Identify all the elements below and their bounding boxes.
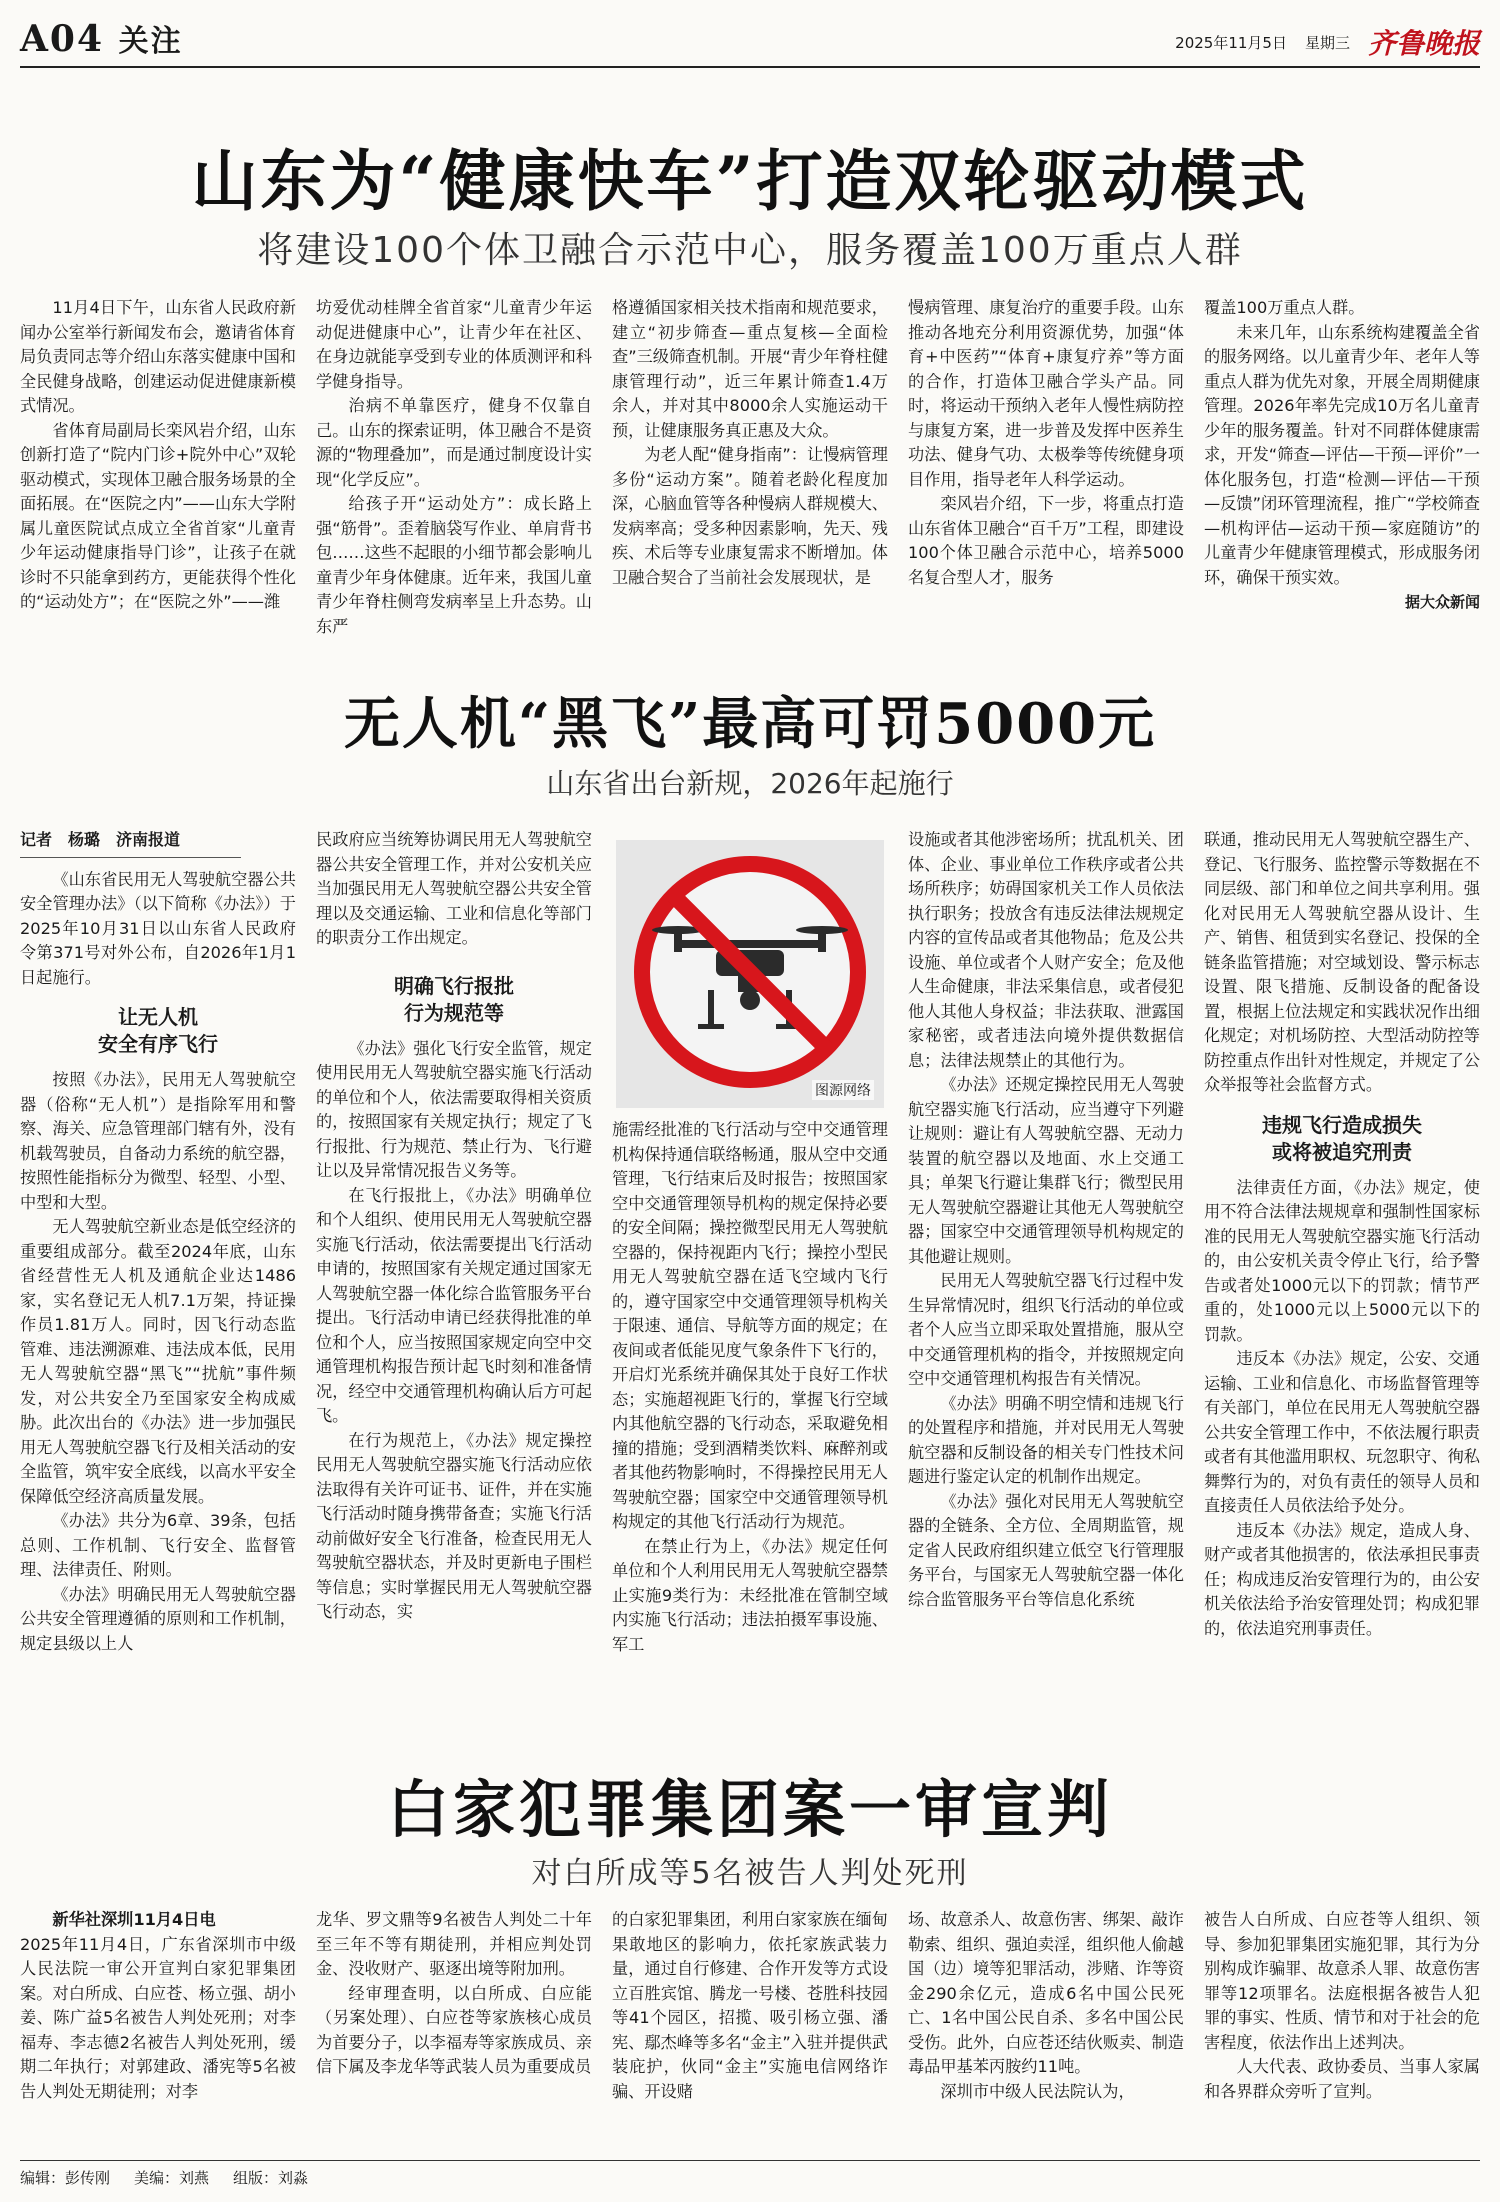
paragraph: 法律责任方面，《办法》规定，使用不符合法律法规规章和强制性国家标准的民用无人驾驶航空器实施飞行活动的，由公安机关责令停止飞行，给予警告或者处1000元以下的罚款；情节严重的，处1000元以上5000元以下的罚款。 (1204, 1177, 1480, 1344)
issue-weekday: 星期三 (1304, 33, 1350, 52)
article1-source: 据大众新闻 (1404, 593, 1480, 611)
paragraph: 无人驾驶航空新业态是低空经济的重要组成部分。截至2024年底，山东省经营性无人机及通航企业达1486家，实名登记无人机7.1万架，持证操作员1.81万人。同时，因飞行动态监管难、违法溯源难、违法成本低，民用无人驾驶航空器“黑飞”“扰航”事件频发，对公共安全乃至国家安全构成威胁。此次出台的《办法》进一步加强民用无人驾驶航空器飞行及相关活动的安全监管，筑牢安全底线，以高水平安全保障低空经济高质量发展。 (20, 1217, 296, 1506)
paragraph: 慢病管理、康复治疗的重要手段。山东推动各地充分利用资源优势，加强“体育+中医药”“体育+康复疗养”等方面的合作，打造体卫融合学头产品。同时，将运动干预纳入老年人慢性病防控与康复方案，进一步普及发挥中医养生功法、健身气功、太极拳等传统健身项目作用，指导老年人科学运动。 (908, 298, 1184, 489)
article1-headline: 山东为“健康快车”打造双轮驱动模式 (191, 142, 1309, 220)
page-section-label (20, 16, 183, 60)
paragraph: 场、故意杀人、故意伤害、绑架、敲诈勒索、组织、强迫卖淫，组织他人偷越国（边）境等犯罪活动，涉赌、诈等资金290余亿元，造成6名中国公民死亡、1名中国公民自杀、多名中国公民受伤。此外，白应苍还结伙贩卖、制造毒品甲基苯丙胺约11吨。 (908, 1910, 1184, 2076)
article2-subheadline: 山东省出台新规，2026年起施行 (546, 767, 954, 800)
paragraph: 人大代表、政协委员、当事人家属和各界群众旁听了宣判。 (1204, 2057, 1480, 2101)
article2-byline: 记者 杨璐 济南报道 (20, 828, 241, 858)
paragraph: 治病不单靠医疗，健身不仅靠自己。山东的探索证明，体卫融合不是资源的“物理叠加”，而是通过制度设计实现“化学反应”。 (316, 396, 592, 489)
article3-body (20, 1908, 1480, 2150)
section-name: 关注 (118, 24, 183, 59)
paragraph: 给孩子开“运动处方”：成长路上强“筋骨”。歪着脑袋写作业、单肩背书包……这些不起眼的小细节都会影响儿童青少年身体健康。近年来，我国儿童青少年脊柱侧弯发病率呈上升态势。山东严 (316, 494, 592, 636)
paragraph: 在行为规范上，《办法》规定操控民用无人驾驶航空器实施飞行活动应依法取得有关许可证书、证件，并在实施飞行活动时随身携带备查；实施飞行活动前做好安全飞行准备，检查民用无人驾驶航空器状态，并及时更新电子围栏等信息；实时掌握民用无人驾驶航空器飞行动态，实 (316, 1430, 592, 1621)
article2-headline: 无人机“黑飞”最高可罚5000元 (343, 691, 1157, 757)
paragraph: 经审理查明，以白所成、白应能（另案处理）、白应苍等家族核心成员为首要分子，以李福寿等家族成员、亲信下属及李龙华等武装人员为重要成员 (316, 1983, 592, 2076)
paragraph: 11月4日下午，山东省人民政府新闻办公室举行新闻发布会，邀请省体育局负责同志等介绍山东落实健康中国和全民健身战略，创建运动促进健康新模式情况。 (20, 298, 296, 415)
paragraph: 《办法》明确民用无人驾驶航空器公共安全管理遵循的原则和工作机制，规定县级以上人 (20, 1584, 296, 1653)
paragraph: 违反本《办法》规定，公安、交通运输、工业和信息化、市场监督管理等有关部门，单位在民用无人驾驶航空器公共安全管理工作中，不依法履行职责或者有其他滥用职权、玩忽职守、徇私舞弊行为的，对负有责任的领导人员和直接责任人员依法给予处分。 (1204, 1349, 1480, 1515)
paragraph: 施需经批准的飞行活动与空中交通管理机构保持通信联络畅通，服从空中交通管理，飞行结束后及时报告；按照国家空中交通管理领导机构的规定保持必要的安全间隔；操控微型民用无人驾驶航空器的，保持视距内飞行；操控小型民用无人驾驶航空器在适飞空域内飞行的，遵守国家空中交通管理领导机构关于限速、通信、导航等方面的规定；在夜间或者低能见度气象条件下飞行的，开启灯光系统并确保其处于良好工作状态；实施超视距飞行的，掌握飞行空域内其他航空器的飞行动态，采取避免相撞的措施；受到酒精类饮料、麻醉剂或者其他药物影响时，不得操控民用无人驾驶航空器；国家空中交通管理领导机构规定的其他飞行活动行为规范。 (612, 1120, 888, 1531)
article3-column (908, 1908, 1184, 2150)
article1-subheadline: 将建设100个体卫融合示范中心，服务覆盖100万重点人群 (257, 230, 1243, 271)
paragraph: 省体育局副局长栾风岩介绍，山东创新打造了“院内门诊+院外中心”双轮驱动模式，实现体卫融合服务场景的全面拓展。在“医院之内”——山东大学附属儿童医院试点成立全省首家“儿童青少年运动健康指导门诊”，让孩子在就诊时不只能拿到药方，更能获得个性化的“运动处方”；在“医院之外”——潍 (20, 420, 296, 611)
paragraph: 的白家犯罪集团，利用白家家族在缅甸果敢地区的影响力，依托家族武装力量，通过自行修建、合作开发等方式设立百胜宾馆、腾龙一号楼、苍胜科技园等41个园区，招揽、吸引杨立强、潘宪、鄢杰峰等多名“金主”入驻并提供武装庇护，伙同“金主”实施电信网络诈骗、开设赌 (612, 1910, 888, 2101)
paragraph: 民用无人驾驶航空器飞行过程中发生异常情况时，组织飞行活动的单位或者个人应当立即采取处置措施，服从空中交通管理机构的指令，并按照规定向空中交通管理机构报告有关情况。 (908, 1271, 1184, 1388)
article3-subheadline: 对白所成等5名被告人判处死刑 (531, 1856, 969, 1891)
paragraph: 覆盖100万重点人群。 (1204, 298, 1365, 317)
article1-column (612, 296, 888, 641)
article3-dateline: 新华社深圳11月4日电 (52, 1910, 216, 1929)
article1-column (908, 296, 1184, 641)
article2-column (1204, 828, 1480, 1718)
article3-column (1204, 1908, 1480, 2150)
paragraph: 《办法》共分为6章、39条，包括总则、工作机制、飞行安全、监督管理、法律责任、附则。 (20, 1511, 296, 1579)
paragraph: 《办法》还规定操控民用无人驾驶航空器实施飞行活动，应当遵守下列避让规则：避让有人驾驶航空器、无动力装置的航空器以及地面、水上交通工具；单架飞行避让集群飞行；微型民用无人驾驶航空器避让其他无人驾驶航空器；国家空中交通管理领导机构规定的其他避让规则。 (908, 1075, 1184, 1266)
paragraph: 未来几年，山东系统构建覆盖全省的服务网络。以儿童青少年、老年人等重点人群为优先对象，开展全周期健康管理。2026年率先完成10万名儿童青少年的服务覆盖。针对不同群体健康需求，开发“筛查—评估—干预—评价”一体化服务包，打造“检测—评估—干预—反馈”闭环管理流程，推广“学校筛查—机构评估—运动干预—家庭随访”的儿童青少年健康管理模式，形成服务闭环，确保干预实效。 (1204, 322, 1480, 587)
paragraph: 坊爱优动桂牌全省首家“儿童青少年运动促进健康中心”，让青少年在社区、在身边就能享受到专业的体质测评和科学健身指导。 (316, 298, 592, 391)
paragraph: 违反本《办法》规定，造成人身、财产或者其他损害的，依法承担民事责任；构成违反治安管理行为的，由公安机关依法给予治安管理处罚；构成犯罪的，依法追究刑事责任。 (1204, 1520, 1480, 1638)
paragraph: 为老人配“健身指南”：让慢病管理多份“运动方案”。随着老龄化程度加深，心脑血管等各种慢病人群规模大、发病率高；受多种因素影响，先天、残疾、术后等专业康复需求不断增加。体卫融合契合了当前社会发展现状，是 (612, 445, 888, 587)
issue-date: 2025年11月5日 (1175, 33, 1287, 52)
footer-editor: 编辑：彭传刚 (20, 2169, 111, 2187)
article3-headline: 白家犯罪集团案一审宣判 (386, 1773, 1113, 1846)
page-header (20, 6, 1480, 68)
no-drone-image (616, 840, 884, 1108)
article2-subhead-1: 让无人机 安全有序飞行 (98, 1005, 218, 1056)
paragraph: 在禁止行为上，《办法》规定任何单位和个人利用民用无人驾驶航空器禁止实施9类行为：未经批准在管制空域内实施飞行活动；违法拍摄军事设施、军工 (612, 1536, 888, 1654)
article2-subhead-2: 明确飞行报批 行为规范等 (394, 973, 514, 1025)
article3-column (316, 1908, 592, 2150)
footer-layout: 组版：刘淼 (233, 2169, 309, 2187)
article1-column (20, 296, 296, 641)
paragraph: 在飞行报批上，《办法》明确单位和个人组织、使用民用无人驾驶航空器实施飞行活动，依法需要提出飞行活动申请的，按照国家有关规定通过国家无人驾驶航空器一体化综合监管服务平台提出。飞行活动申请已经获得批准的单位和个人，应当按照国家规定向空中交通管理机构报告预计起飞时刻和准备情况，经空中交通管理机构确认后方可起飞。 (316, 1185, 592, 1425)
paragraph: 民政府应当统筹协调民用无人驾驶航空器公共安全管理工作，并对公安机关应当加强民用无人驾驶航空器公共安全管理以及交通运输、工业和信息化等部门的职责分工作出规定。 (316, 830, 592, 947)
article1-body (20, 296, 1480, 641)
paragraph: 格遵循国家相关技术指南和规范要求，建立“初步筛查—重点复核—全面检查”三级筛查机制。开展“青少年脊柱健康管理行动”，近三年累计筛查1.4万余人，并对其中8000余人实施运动干预，让健康服务真正惠及大众。 (612, 298, 888, 440)
article2-column (20, 828, 296, 1718)
paragraph: 《办法》强化飞行安全监管，规定使用民用无人驾驶航空器实施飞行活动的单位和个人，依法需要取得相关资质的，按照国家有关规定执行；规定了飞行报批、行为规范、禁止行为、飞行避让以及异常情况报告义务等。 (316, 1038, 592, 1180)
paragraph: 龙华、罗文鼎等9名被告人判处二十年至三年不等有期徒刑，并相应判处罚金、没收财产、驱逐出境等附加刑。 (316, 1910, 592, 1978)
paragraph: 《山东省民用无人驾驶航空器公共安全管理办法》（以下简称《办法》）于2025年10月31日以山东省人民政府令第371号对外公布，自2026年1月1日起施行。 (20, 869, 296, 987)
page-footer (20, 2160, 1480, 2188)
article2-subhead-3: 违规飞行造成损失 或将被追究刑责 (1262, 1112, 1422, 1164)
masthead-logo: 齐鲁晚报 (1367, 27, 1480, 60)
footer-designer: 美编：刘燕 (134, 2169, 210, 2187)
article1-column (1204, 296, 1480, 641)
paragraph: 《办法》明确不明空情和违规飞行的处置程序和措施，并对民用无人驾驶航空器和反制设备的相关专门性技术问题进行鉴定认定的机制作出规定。 (908, 1393, 1184, 1486)
article3-column (20, 1908, 296, 2150)
article2-column (316, 828, 592, 1718)
paragraph: 《办法》强化对民用无人驾驶航空器的全链条、全方位、全周期监管，规定省人民政府组织建立低空飞行管理服务平台，与国家无人驾驶航空器一体化综合监管服务平台等信息化系统 (908, 1491, 1184, 1609)
article1-column (316, 296, 592, 641)
paragraph: 2025年11月4日，广东省深圳市中级人民法院一审公开宣判白家犯罪集团案。对白所成、白应苍、杨立强、胡小姜、陈广益5名被告人判处死刑；对李福寿、李志德2名被告人判处死刑，缓期二年执行；对郭建政、潘宪等5名被告人判处无期徒刑；对李 (20, 1934, 296, 2101)
paragraph: 深圳市中级人民法院认为， (940, 2081, 1135, 2101)
no-drone-icon (616, 840, 884, 1108)
page-number: A04 (20, 18, 105, 60)
article3-column (612, 1908, 888, 2150)
article2-column (908, 828, 1184, 1718)
paragraph: 联通，推动民用无人驾驶航空器生产、登记、飞行服务、监控警示等数据在不同层级、部门和单位之间共享利用。强化对民用无人驾驶航空器从设计、生产、销售、租赁到实名登记、投保的全链条监管措施；对空域划设、警示标志设置、限飞措施、反制设备的配备设置，根据上位法规定和实践状况作出细化规定；对机场防控、大型活动防控等防控重点作出针对性规定，并规定了公众举报等社会监督方式。 (1204, 830, 1480, 1094)
image-credit: 图源网络 (812, 1080, 874, 1100)
paragraph: 设施或者其他涉密场所；扰乱机关、团体、企业、事业单位工作秩序或者公共场所秩序；妨碍国家机关工作人员依法执行职务；投放含有违反法律法规规定内容的宣传品或者其他物品；危及公共设施、单位或者个人财产安全；危及他人生命健康，非法采集信息，或者侵犯他人其他人身权益；非法获取、泄露国家秘密，或者违法向境外提供数据信息；法律法规禁止的其他行为。 (908, 830, 1184, 1070)
paragraph: 按照《办法》，民用无人驾驶航空器（俗称“无人机”）是指除军用和警察、海关、应急管理部门辖有外，没有机载驾驶员，自备动力系统的航空器，按照性能指标分为微型、轻型、小型、中型和大型。 (20, 1070, 296, 1212)
paragraph: 被告人白所成、白应苍等人组织、领导、参加犯罪集团实施犯罪，其行为分别构成诈骗罪、故意杀人罪、故意伤害罪等12项罪名。法庭根据各被告人犯罪的事实、性质、情节和对于社会的危害程度，依法作出上述判决。 (1204, 1910, 1480, 2052)
paragraph: 栾风岩介绍，下一步，将重点打造山东省体卫融合“百千万”工程，即建设100个体卫融合示范中心，培养5000名复合型人才，服务 (908, 494, 1184, 587)
